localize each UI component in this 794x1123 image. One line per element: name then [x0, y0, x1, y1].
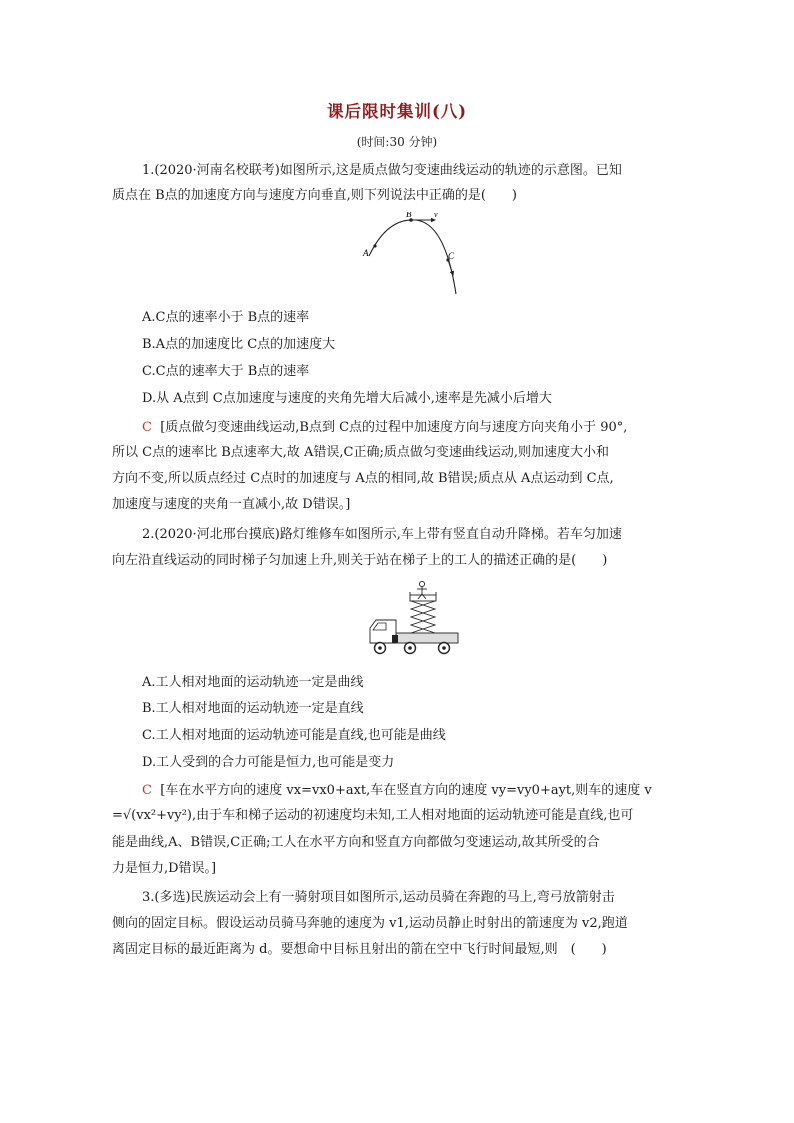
label-b: B	[406, 212, 412, 219]
q1-option-d: D.从 A点到 C点加速度与速度的夹角先增大后减小,速率是先减小后增大	[142, 391, 552, 406]
q1-explanation-line-3: 方向不变,所以质点经过 C点时的加速度与 A点的相同,故 B错误;质点从 A点运动到 C点,	[112, 471, 614, 486]
q1-stem-line-2: 质点在 B点的加速度方向与速度方向垂直,则下列说法中正确的是( )	[112, 188, 517, 203]
q2-option-c: C.工人相对地面的运动轨迹可能是直线,也可能是曲线	[142, 728, 446, 743]
q1-explanation-line-1	[142, 419, 684, 437]
q2-option-a: A.工人相对地面的运动轨迹一定是曲线	[142, 675, 364, 690]
q1-answer: C	[142, 420, 152, 435]
q2-repair-truck-figure	[366, 578, 462, 662]
trajectory-curve	[369, 220, 456, 294]
q1-option-a: A.C点的速率小于 B点的速率	[142, 310, 310, 325]
scissor-lift	[411, 601, 435, 633]
q2-option-d: D.工人受到的合力可能是恒力,也可能是变力	[142, 755, 395, 770]
worker-figure	[417, 581, 427, 599]
c-velocity-arrowhead	[450, 271, 454, 276]
q2-explanation-text-1: [车在水平方向的速度 vx=vx0+axt,车在竖直方向的速度 vy=vy0+ayt,则车的速度 v	[160, 783, 652, 798]
q1-trajectory-figure	[355, 212, 475, 298]
q1-explanation-line-4: 加速度与速度的夹角一直减小,故 D错误。]	[112, 497, 351, 512]
q1-explanation-line-2: 所以 C点的速率比 B点速率大,故 A错误,C正确;质点做匀变速曲线运动,则加速度大小和	[112, 445, 610, 460]
page-title: 课后限时集训(八)	[326, 102, 468, 121]
q2-explanation-line-4: 力是恒力,D错误。]	[112, 861, 217, 876]
q1-stem-line-1: 1.(2020·河南名校联考)如图所示,这是质点做匀变速曲线运动的轨迹的示意图。已知	[142, 163, 622, 178]
q2-answer: C	[142, 783, 152, 798]
q2-stem-line-1: 2.(2020·河北邢台摸底)路灯维修车如图所示,车上带有竖直自动升降梯。若车匀加速	[142, 527, 622, 542]
q2-explanation-line-3: 能是曲线,A、B错误,C正确;工人在水平方向和竖直方向都做匀变速运动,故其所受的合	[112, 835, 600, 850]
truck-wheels	[375, 643, 450, 654]
q3-stem-line-2: 侧向的固定目标。假设运动员骑马奔驰的速度为 v1,运动员静止时射出的箭速度为 v2,跑道	[112, 916, 628, 931]
q2-stem-line-2: 向左沿直线运动的同时梯子匀加速上升,则关于站在梯子上的工人的描述正确的是( )	[112, 553, 608, 568]
q2-explanation-line-1	[142, 782, 684, 800]
cab-joint	[392, 635, 398, 643]
c-velocity-arrow	[448, 260, 452, 272]
truck-bed	[396, 633, 458, 643]
label-c: C	[448, 251, 455, 261]
point-a	[373, 244, 376, 247]
q2-explanation-line-2: =√(vx²+vy²),由于车和梯子运动的初速度均未知,工人相对地面的运动轨迹可能是直线,也可	[112, 808, 634, 823]
q1-explanation-text-1: [质点做匀变速曲线运动,B点到 C点的过程中加速度方向与速度方向夹角小于 90°,	[160, 420, 628, 435]
time-limit: (时间:30 分钟)	[356, 135, 438, 149]
q2-option-b: B.工人相对地面的运动轨迹一定是直线	[142, 701, 364, 716]
label-a: A	[363, 248, 369, 258]
q3-stem-line-1: 3.(多选)民族运动会上有一骑射项目如图所示,运动员骑在奔跑的马上,弯弓放箭射击	[142, 890, 615, 905]
label-v: v	[434, 212, 438, 219]
q1-option-c: C.C点的速率大于 B点的速率	[142, 364, 310, 379]
q1-option-b: B.A点的加速度比 C点的加速度大	[142, 337, 336, 352]
q3-stem-line-3: 离固定目标的最近距离为 d。要想命中目标且射出的箭在空中飞行时间最短,则 ( )	[112, 942, 607, 957]
